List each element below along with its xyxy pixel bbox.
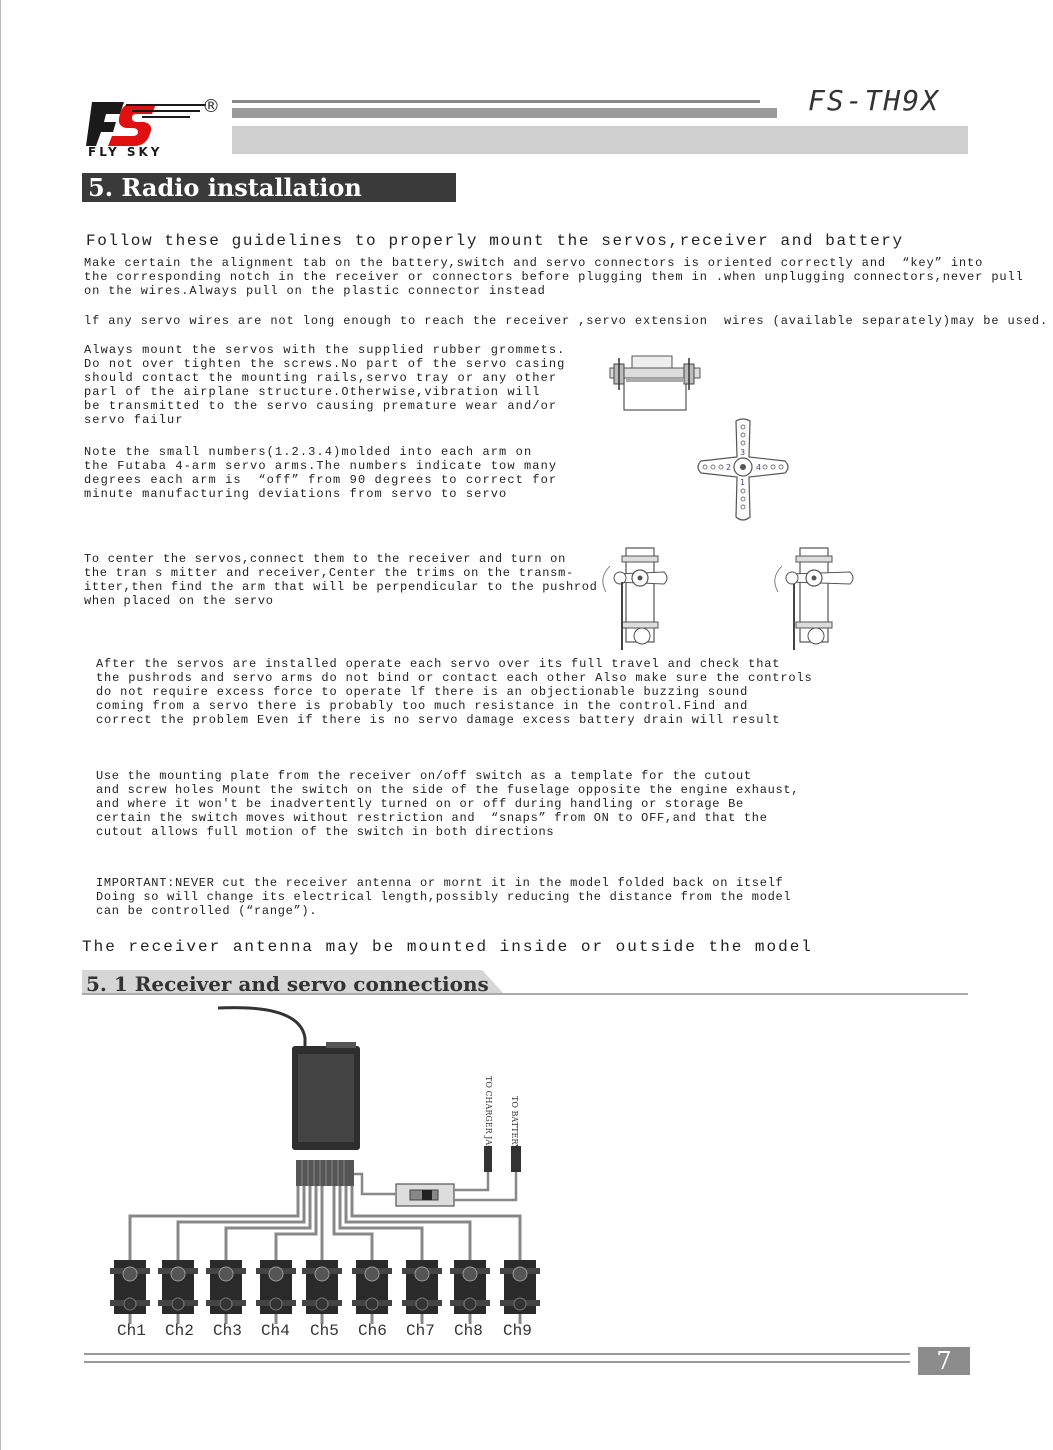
arm-number-3: 3 [740,448,746,457]
paragraph-connectors: Make certain the alignment tab on the battery,switch and servo connectors is oriented correctly and “key” into the corresponding notch in the receiver or connectors before plugging them in .when unplugging connectors,never pull on the wires.Always pull on the plastic connector instead [84,256,1024,298]
battery-label: TO BATTERY [510,1096,519,1150]
paragraph-centering: To center the servos,connect them to the receiver and turn on the tran s mitter and receiver,Center the trims on the transm- itter,then find the arm that will be perpendicular to the pushrod when placed on the servo [84,552,598,608]
receiver-connection-diagram [100,1004,560,1324]
four-arm-servo-horn [693,417,793,523]
paragraph-extension: lf any servo wires are not long enough to reach the receiver ,servo extension wires (available separately)may be used. [84,314,1049,328]
arm-number-1: 1 [740,478,746,487]
channel-label-6: Ch6 [358,1322,387,1340]
paragraph-travel-check: After the servos are installed operate each servo over its full travel and check that the pushrods and servo arms do not bind or contact each other Also make sure the controls do not require excess force to operate lf there is an objectionable buzzing sound coming from a servo there is probably too much resistance in the control.Find and correct the problem Even if there is no servo damage excess battery drain will result [96,657,813,727]
brand-text: FLY SKY [88,145,163,158]
antenna-note: The receiver antenna may be mounted inside or outside the model [82,938,813,956]
paragraph-switch-mount: Use the mounting plate from the receiver on/off switch as a template for the cutout and screw holes Mount the switch on the side of the fuselage opposite the engine exhaust, and where it won't be inadvertently turned on or off during handling or storage Be certain the switch moves without restriction and “snaps” from ON to OFF,and that the cutout allows full motion of the switch in both directions [96,769,800,839]
footer-rule-top [84,1353,910,1355]
header-band [232,126,968,154]
paragraph-grommets: Always mount the servos with the supplied rubber grommets. Do not over tighten the screws.No part of the servo casing should contact the mounting rails,servo tray or any other parl of the airplane structure.Otherwise,vibration will be transmitted to the servo causing premature wear and/or servo failur [84,343,566,427]
channel-label-2: Ch2 [165,1322,194,1340]
channel-label-3: Ch3 [213,1322,242,1340]
channel-label-5: Ch5 [310,1322,339,1340]
registered-mark: ® [202,96,220,117]
servo-centering-left [592,542,692,654]
channel-label-8: Ch8 [454,1322,483,1340]
channel-label-1: Ch1 [117,1322,146,1340]
paragraph-antenna-warning: IMPORTANT:NEVER cut the receiver antenna or mornt it in the model folded back on itself Doing so will change its electrical length,possibly reducing the distance from the model can be controlled (“range”). [96,876,792,918]
header-rule-top [232,100,760,103]
page-number: 7 [918,1347,970,1375]
servo-centering-right [766,542,866,654]
header-rule-mid [232,108,777,118]
channel-label-7: Ch7 [406,1322,435,1340]
page-border [0,0,1,1450]
channel-label-9: Ch9 [503,1322,532,1340]
arm-number-2: 2 [726,463,732,472]
section-title: 5. Radio installation [82,173,456,202]
footer-rule-bottom [84,1361,910,1363]
intro-text: Follow these guidelines to properly mount the servos,receiver and battery [86,232,904,250]
paragraph-arm-numbers: Note the small numbers(1.2.3.4)molded into each arm on the Futaba 4-arm servo arms.The numbers indicate tow many degrees each arm is “off” from 90 degrees to correct for minute manufacturing deviations from servo to servo [84,445,558,501]
channel-label-4: Ch4 [261,1322,290,1340]
servo-row [110,1260,540,1314]
subsection-title: 5. 1 Receiver and servo connections [86,972,489,996]
model-name: FS-TH9X [808,84,941,117]
servo-mount-illustration [606,350,706,414]
arm-number-4: 4 [756,463,762,472]
charger-jack-label: TO CHARGER JACK [484,1076,493,1158]
